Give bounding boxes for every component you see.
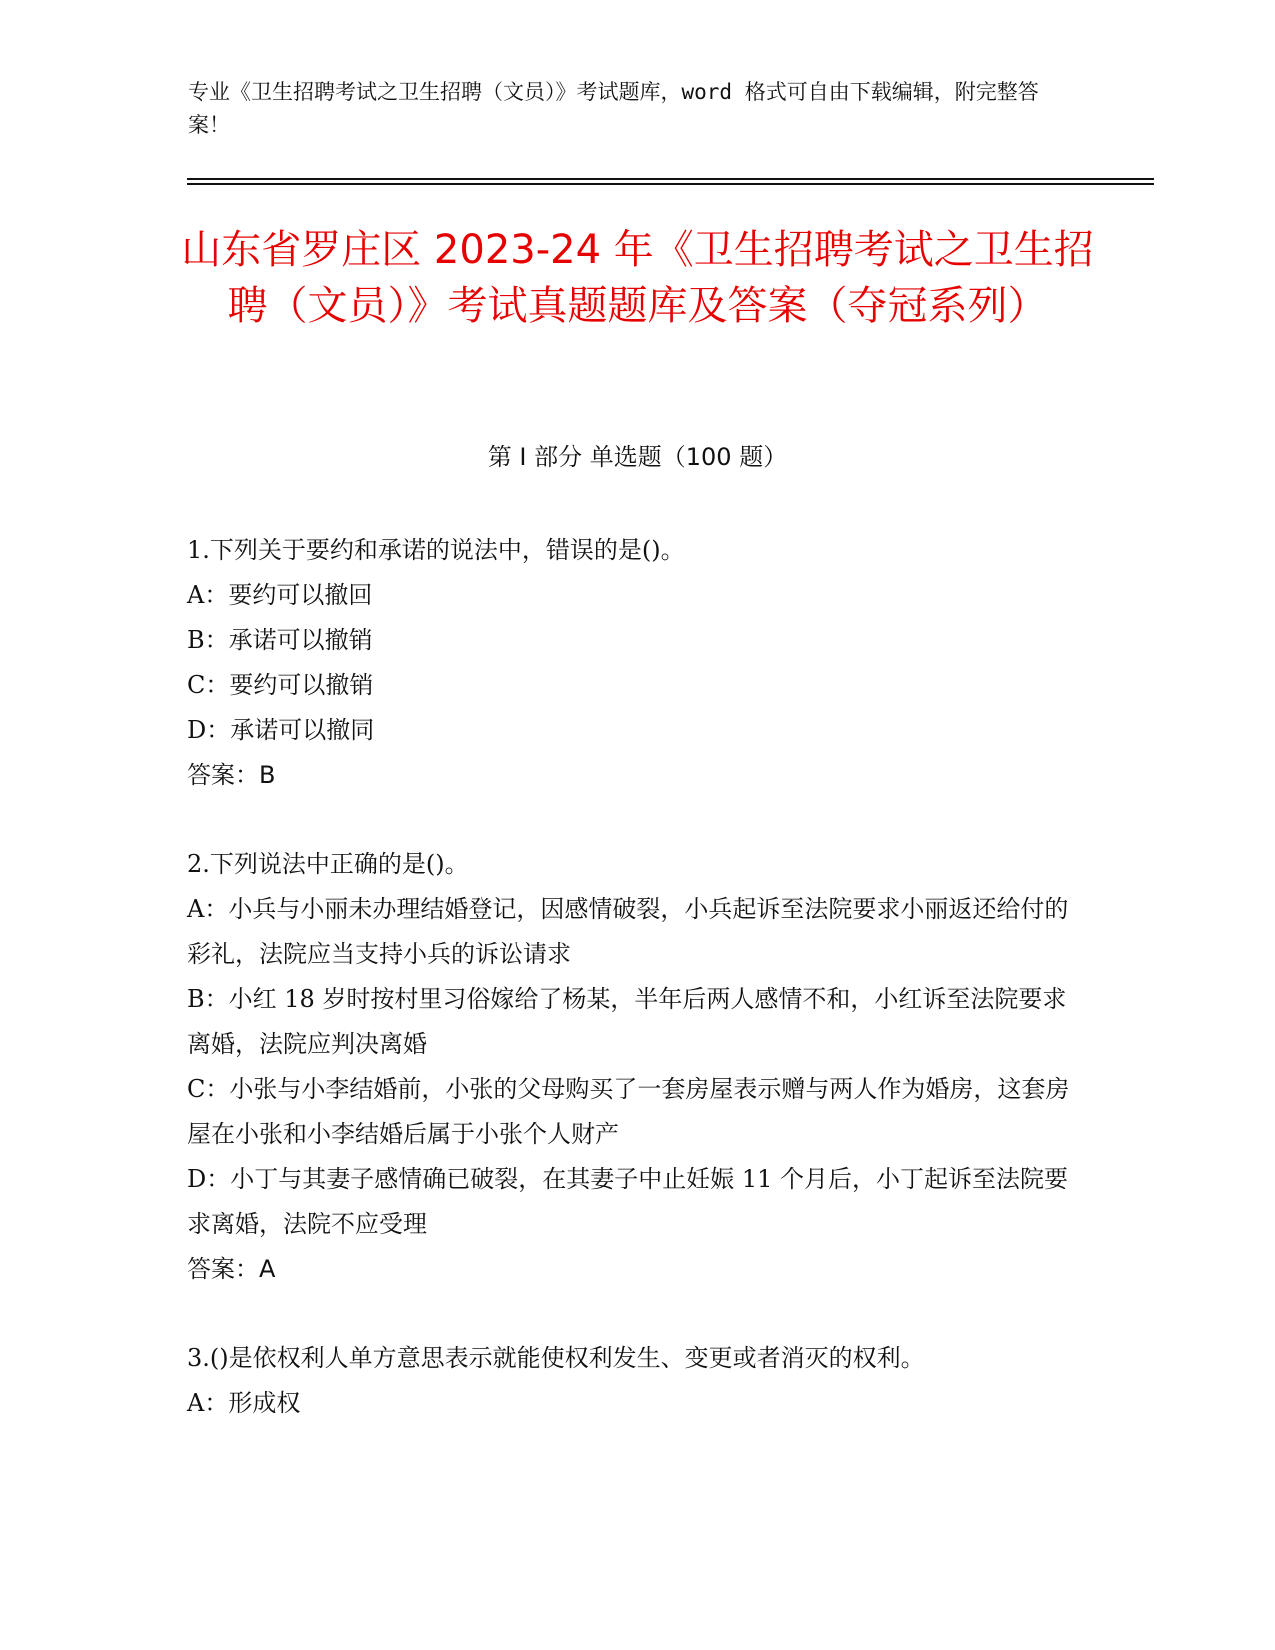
option-a: A：小兵与小丽未办理结婚登记，因感情破裂，小兵起诉至法院要求小丽返还给付的彩礼，法院应当支持小兵的诉讼请求 xyxy=(187,895,1069,968)
question-stem: 1.下列关于要约和承诺的说法中，错误的是()。 xyxy=(187,536,685,564)
question-list xyxy=(187,528,1077,1470)
option-a: A：形成权 xyxy=(187,1389,301,1417)
option-d: D：承诺可以撤同 xyxy=(187,716,375,744)
option-a: A：要约可以撤回 xyxy=(187,581,373,609)
document-title: 山东省罗庄区 2023-24 年《卫生招聘考试之卫生招聘（文员）》考试真题题库及答案（夺冠系列） xyxy=(181,227,1094,329)
option-c: C：要约可以撤销 xyxy=(187,671,374,699)
answer: 答案：A xyxy=(187,1255,276,1283)
header-note: 专业《卫生招聘考试之卫生招聘（文员）》考试题库，word 格式可自由下载编辑，附完整答案！ xyxy=(188,80,1039,137)
question-stem: 3.()是依权利人单方意思表示就能使权利发生、变更或者消灭的权利。 xyxy=(187,1344,925,1372)
header-divider-top xyxy=(187,178,1154,180)
answer: 答案：B xyxy=(187,761,276,789)
option-b: B：小红 18 岁时按村里习俗嫁给了杨某，半年后两人感情不和，小红诉至法院要求离婚，法院应判决离婚 xyxy=(187,985,1067,1058)
question-1 xyxy=(187,528,1077,798)
question-stem: 2.下列说法中正确的是()。 xyxy=(187,850,469,878)
section-title: 第 I 部分 单选题（100 题） xyxy=(487,443,788,471)
header-divider-bottom xyxy=(187,183,1154,185)
option-b: B：承诺可以撤销 xyxy=(187,626,373,654)
option-d: D：小丁与其妻子感情确已破裂，在其妻子中止妊娠 11 个月后，小丁起诉至法院要求离婚，法院不应受理 xyxy=(187,1165,1069,1238)
question-2 xyxy=(187,842,1077,1292)
option-c: C：小张与小李结婚前，小张的父母购买了一套房屋表示赠与两人作为婚房，这套房屋在小张和小李结婚后属于小张个人财产 xyxy=(187,1075,1070,1148)
question-3 xyxy=(187,1336,1077,1426)
